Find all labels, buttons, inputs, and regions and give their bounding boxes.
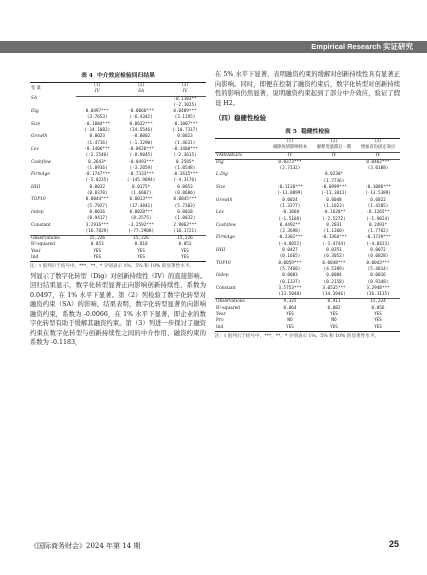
stats-cell: 15,226 — [118, 236, 164, 243]
table-cell: (13.5048) — [278, 292, 302, 298]
table-cell: (1.4631) — [174, 140, 196, 146]
table-cell: 0.0044*** — [85, 197, 109, 203]
stats-cell: 8,411 — [312, 299, 356, 306]
table-cell: (-2.5272) — [322, 216, 346, 222]
table-cell: 0.2643* — [88, 159, 107, 165]
row-label: SA — [31, 96, 38, 102]
table-cell: 0.0175* — [132, 184, 151, 190]
table4-subcol-3: IV — [164, 89, 206, 96]
table-cell: (-1.5168) — [278, 216, 302, 222]
stats-cell: YES — [374, 312, 382, 318]
stats-row — [30, 255, 206, 262]
table-cell: (1.6607) — [130, 191, 152, 197]
table-cell: (1.3377) — [279, 203, 301, 209]
stats-cell: NO — [331, 318, 337, 324]
table-cell: (-6.4342) — [129, 115, 153, 121]
table-cell: (-4.8423) — [366, 241, 390, 247]
table-cell: -0.1084*** — [84, 121, 111, 127]
stats-cell: YES — [286, 312, 294, 318]
table-cell: (1.1360) — [323, 229, 345, 235]
table-cell: 0.0489*** — [173, 109, 197, 115]
stats-cell: 0.082 — [327, 305, 341, 311]
table-cell: (0.0370) — [86, 191, 108, 197]
table-cell: -0.1060 — [280, 210, 300, 216]
row-label: Lev — [31, 146, 39, 152]
table5-col-2: (2) — [330, 139, 338, 144]
stats-label: R²-squared — [31, 242, 56, 248]
row-label: Growth — [31, 134, 48, 140]
table-cell: (5.7927) — [86, 203, 108, 209]
stats-cell: 0.810 — [134, 242, 148, 248]
row-label — [30, 229, 76, 236]
table-cell: (-4.8052) — [278, 241, 302, 247]
stats-cell: 15,224 — [356, 299, 400, 306]
table5-caption-num: 表 5 — [285, 129, 297, 135]
table-cell: 0.0373*** — [278, 159, 302, 165]
stats-cell: 0.064 — [283, 305, 297, 311]
row-label: Size — [31, 121, 41, 127]
table-cell: (-2.3615) — [173, 153, 197, 159]
stats-cell: 15,226 — [76, 236, 118, 243]
table-cell: (17.4841) — [129, 203, 153, 209]
stats-label: Year — [31, 248, 41, 254]
table5-head-variable: VARIABLES — [215, 152, 268, 159]
table-cell: 0.0048 — [326, 197, 342, 203]
table-cell: (-77.2908) — [128, 228, 155, 234]
table5-col-3: (3) — [374, 139, 382, 144]
table-cell: (5.4814) — [367, 266, 389, 272]
table-cell: -0.1138*** — [277, 185, 303, 191]
table-row — [30, 229, 206, 236]
table-cell: (-14.1082) — [84, 128, 111, 134]
table5 — [215, 138, 400, 332]
row-label: Cashflow — [216, 222, 236, 228]
table-cell: 3.5753*** — [278, 285, 302, 291]
right-intro-text: 在 5% 水平下显著，表明融资约束的缓解对创新持续性具有显著正向影响。同时，即便在控制了融资约束后，数字化转型对创新持续性的影响仍然显著，说明融资约束起到了部分中介效应，验证了假设 H2。 — [215, 71, 400, 107]
table-cell: 2.9062*** — [173, 222, 197, 228]
table4-caption-title: 中介效应检验回归结果 — [96, 73, 155, 79]
table-cell: (0.0606) — [174, 191, 196, 197]
table5-coltitle-3: 增加省份固定效应 — [360, 145, 396, 151]
table-cell: -0.2301*** — [277, 235, 303, 241]
table4-note: 注：t 值列示于括号中，***、**、* 分别表示 1%、5% 和 10% 的显著性水平。 — [30, 264, 195, 270]
table-cell: 0.0020*** — [129, 209, 153, 215]
table-cell: 3.0535*** — [322, 285, 346, 291]
table4-col-2: (2) — [138, 83, 145, 88]
table-cell: (4.5389) — [323, 266, 345, 272]
table-cell: (0.9348) — [367, 279, 389, 285]
table-cell: -3.2592*** — [128, 222, 155, 228]
row-label: Indep — [216, 273, 229, 279]
table-cell: (-145.9094) — [126, 178, 156, 184]
table4-caption-num: 表 4 — [81, 73, 93, 79]
table-cell: -0.7333*** — [128, 172, 155, 178]
table-cell: 0.0004 — [326, 273, 342, 279]
table-cell: -0.2615*** — [172, 172, 198, 178]
stats-cell: YES — [93, 255, 102, 261]
table-cell: (16.1115) — [366, 292, 390, 298]
table-cell: -0.0626*** — [128, 146, 155, 152]
row-label: HHI — [216, 248, 226, 254]
row-label: Cashflow — [31, 159, 51, 165]
table-cell: (-5.0225) — [85, 178, 109, 184]
left-body-text: 列显示了数字化转型（Dig）对创新持续性（IV）的直接影响。回归结果显示，数字化转型显著正向影响创新持续性，系数为 0.0497，在 1% 水平下显著。第（2）列检验了数字化转型对融资约束（SA）的影响，结果表明，数字化转型显著负向影响融资约束，系数为 -0.0066，在 1% 水平下显著，即企业的数字化转型有助于缓解其融资约束。第（3）列进一步探讨了融资约束在数字化转型与创新持续性之间的中介作用，融资约束的系数为 -0.1183， — [30, 272, 206, 347]
row-label: L.Dig — [216, 172, 228, 178]
table-cell: -0.1007*** — [172, 121, 198, 127]
table-cell: 0.2493* — [368, 222, 388, 228]
table-cell: -0.1183** — [173, 96, 197, 102]
table5-subheader-row — [215, 152, 400, 159]
table-cell: (-11.0899) — [277, 191, 303, 197]
table-cell: -0.1739*** — [365, 235, 391, 241]
stats-cell: YES — [137, 248, 145, 254]
table-cell: (34.5546) — [129, 128, 153, 134]
stats-row — [215, 299, 400, 306]
table-cell: 0.0003 — [282, 273, 298, 279]
stats-row — [215, 325, 400, 332]
table-cell: (0.1665) — [279, 254, 301, 260]
row-label: Dig — [216, 159, 224, 165]
table-cell: 3.2916*** — [85, 222, 109, 228]
stats-cell: 9,325 — [268, 299, 312, 306]
row-label: Size — [216, 185, 226, 191]
table-cell: 0.2585* — [175, 159, 195, 165]
table-cell: 0.0059*** — [278, 260, 302, 266]
table-cell: 0.0016 — [89, 209, 105, 215]
table-cell: (1.7736) — [323, 178, 345, 184]
stats-label: R²-squared — [216, 305, 241, 311]
stats-label: Ind — [31, 255, 39, 261]
row-label: Growth — [216, 197, 233, 203]
table-cell: -0.1628** — [322, 210, 346, 216]
table-cell: (2.7132) — [279, 166, 301, 172]
table-cell — [118, 96, 164, 103]
table-cell: (1.1023) — [323, 203, 345, 209]
section-header: Empirical Research 实证研究 — [311, 42, 413, 51]
table-cell: 0.0048*** — [322, 260, 346, 266]
row-label: Constant — [216, 285, 236, 291]
table5-subcol-3: IV — [356, 152, 400, 159]
stats-label: Ind — [216, 324, 224, 330]
table-cell: (-13.5389) — [365, 191, 391, 197]
table-cell: (1.0832) — [174, 216, 196, 222]
table4-subcol-1: IV — [76, 89, 118, 96]
row-label: FirmAge — [31, 172, 50, 178]
table-cell: (16.7829) — [85, 228, 109, 234]
stats-cell: YES — [330, 324, 338, 330]
table-row — [215, 292, 400, 299]
row-label — [215, 292, 268, 299]
table-cell: -0.0002 — [132, 134, 151, 140]
table-cell: (14.3946) — [322, 292, 346, 298]
table-cell: (-2.2546) — [85, 153, 109, 159]
table-cell: -0.0493*** — [128, 159, 155, 165]
table-cell: (1.8916) — [86, 165, 108, 171]
table-cell: 0.2031 — [326, 222, 342, 228]
table-cell: 0.0462*** — [366, 159, 390, 165]
table-cell: -0.1747*** — [84, 172, 111, 178]
table-cell: (3.7653) — [86, 115, 108, 121]
table4-col-1: (1) — [94, 83, 101, 88]
table-cell: (-1.3290) — [129, 140, 153, 146]
table-cell — [312, 159, 356, 166]
table-cell: 0.0427 — [282, 248, 298, 254]
row-label: Lev — [216, 210, 224, 216]
row-label: HHI — [31, 184, 41, 190]
table4-col-3: (3) — [181, 83, 189, 88]
table-cell: (0.3052) — [323, 254, 345, 260]
stats-label: Observations — [30, 236, 76, 243]
table4-header-row — [30, 83, 206, 90]
row-label: Dig — [31, 109, 39, 115]
table-cell: 0.0230* — [324, 172, 344, 178]
table5-subcol-1: IV — [268, 152, 312, 159]
table-cell: (2.3698) — [279, 229, 301, 235]
right-column — [215, 70, 400, 340]
row-label: Constant — [31, 222, 51, 228]
table4-head-variable: 变 量 — [31, 86, 41, 92]
table-cell: (1.7702) — [367, 229, 389, 235]
section-title: （四）稳健性检验 — [215, 114, 267, 122]
left-column — [30, 70, 206, 348]
table-cell: -0.1265** — [366, 210, 390, 216]
table-cell: -0.1366*** — [321, 235, 347, 241]
table-cell: 0.4492** — [279, 222, 301, 228]
stats-cell: YES — [330, 312, 338, 318]
table-cell: (5.7460) — [279, 266, 301, 272]
table5-coltitle-2: 解释变量滞后一期 — [316, 145, 352, 151]
journal-footer: 《国际商务财会》2024 年第 14 期 — [30, 542, 141, 550]
table4-subcol-2: SA — [118, 89, 164, 96]
table-cell: (0.9417) — [86, 216, 108, 222]
stats-label: Year — [216, 312, 226, 318]
stats-cell: 15,226 — [164, 236, 206, 243]
table-cell: (1.4205) — [367, 203, 389, 209]
table-cell — [76, 96, 118, 103]
table5-caption-title: 稳健性检验 — [300, 129, 330, 135]
table5-coltitle-row — [215, 145, 400, 152]
table-cell: (-10.7317) — [172, 128, 198, 134]
stats-cell: YES — [374, 324, 382, 330]
table-cell: 0.0632*** — [129, 121, 153, 127]
table-cell: -0.1406*** — [84, 146, 111, 152]
table-cell: -0.0066*** — [128, 109, 155, 115]
table-cell: (1.4716) — [86, 140, 108, 146]
table-cell: (8.2575) — [130, 216, 152, 222]
table-cell: (-4.3176) — [173, 178, 197, 184]
table-cell: 0.0351 — [326, 248, 342, 254]
stats-cell: NO — [287, 318, 293, 324]
table-cell: 0.0053 — [177, 184, 193, 190]
table-cell: 0.0018 — [177, 209, 193, 215]
table-row — [30, 96, 206, 103]
table-cell: -0.0999*** — [321, 185, 347, 191]
stats-cell: YES — [286, 324, 294, 330]
table5-coltitle-1: 剔除疫情影响样本 — [272, 145, 308, 151]
table-cell: 0.0497*** — [85, 109, 109, 115]
table-cell: (10.1721) — [173, 228, 197, 234]
table-cell: 0.0043*** — [366, 260, 390, 266]
table-cell: 0.0016 — [370, 273, 386, 279]
table5-caption — [215, 126, 400, 135]
stats-label: Observations — [215, 299, 268, 306]
table-cell: 0.0045*** — [173, 197, 197, 203]
table-cell: (-2.1025) — [173, 102, 197, 108]
table-cell: (-3.2059) — [129, 165, 153, 171]
stats-cell: 0.056 — [371, 305, 385, 311]
stats-cell: YES — [137, 255, 145, 261]
table-cell: (3.1195) — [174, 115, 196, 121]
stats-label: Pro — [216, 318, 224, 324]
table-cell: (0.0828) — [367, 254, 389, 260]
table-cell: 0.0072 — [370, 248, 386, 254]
table-cell: (5.7303) — [174, 203, 196, 209]
table-cell: -0.1086*** — [365, 185, 391, 191]
table-cell: (-3.4744) — [322, 241, 346, 247]
table5-col-1: (1) — [286, 139, 294, 144]
table4 — [30, 82, 206, 262]
table-cell: (-8.9045) — [129, 153, 153, 159]
row-label: FirmAge — [216, 235, 235, 241]
page-number: 25 — [388, 539, 399, 549]
row-label: TOP10 — [216, 260, 231, 266]
table-cell: 0.0023 — [89, 134, 105, 140]
table-cell: 0.0032 — [89, 184, 105, 190]
table-cell: 0.0024 — [282, 197, 298, 203]
table-cell: 0.0013*** — [129, 197, 153, 203]
table-cell: (0.1337) — [279, 279, 301, 285]
stats-cell: YES — [181, 248, 189, 254]
stats-cell: 0.053 — [90, 242, 104, 248]
table-cell: (1.8548) — [174, 165, 196, 171]
table4-caption — [30, 70, 206, 79]
stats-cell: YES — [181, 255, 189, 261]
table-cell: (-11.3011) — [321, 191, 347, 197]
row-label: Indep — [31, 209, 44, 215]
row-label: TOP10 — [31, 197, 46, 203]
stats-cell: YES — [93, 248, 102, 254]
table5-note: 注：t 值列示于括号中，***、**、* 分别表示 1%、5% 和 10% 的显著性水平。 — [215, 333, 380, 339]
table5-subcol-2: IV — [312, 152, 356, 159]
stats-cell: YES — [374, 318, 382, 324]
table-cell: (0.2158) — [323, 279, 345, 285]
table-cell: -0.1480*** — [172, 146, 198, 152]
table-cell: 0.0023 — [177, 134, 193, 140]
table-cell: (-1.9824) — [366, 216, 390, 222]
table-cell: 3.2948*** — [366, 285, 390, 291]
table-cell: 0.0022 — [370, 197, 386, 203]
table-cell: (3.0188) — [367, 166, 389, 172]
stats-cell: 0.053 — [178, 242, 192, 248]
